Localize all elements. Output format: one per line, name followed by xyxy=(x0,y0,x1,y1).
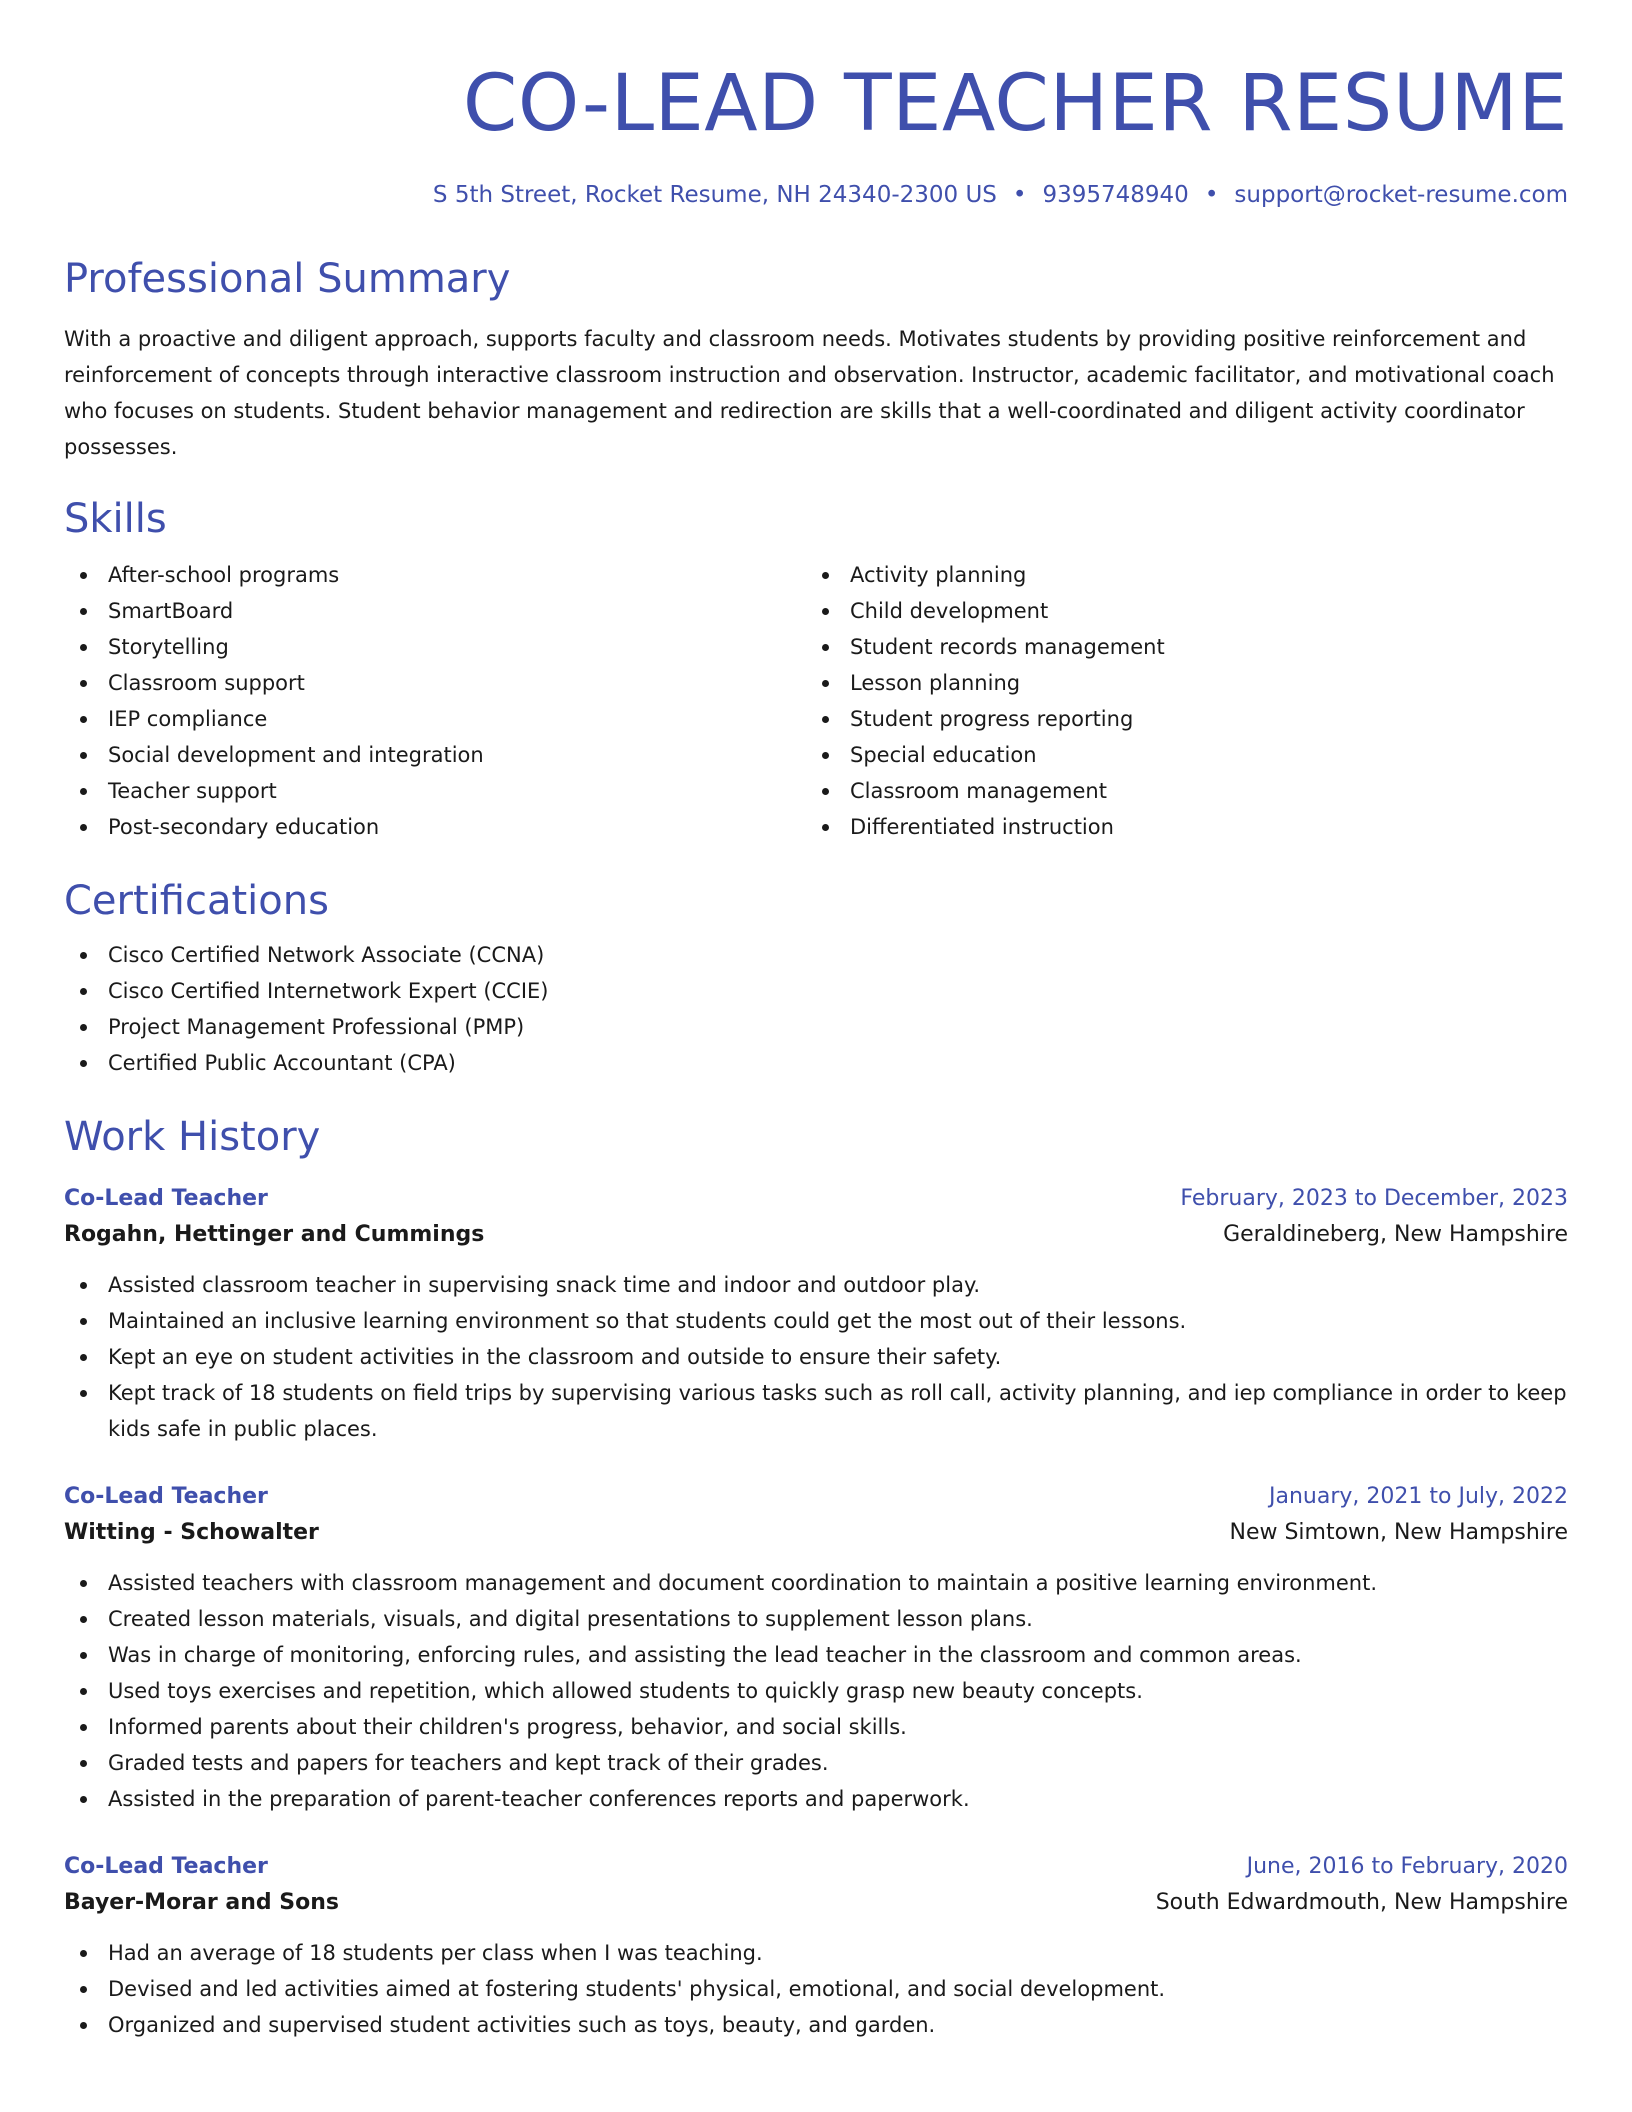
job-header-row xyxy=(64,1849,1568,1885)
list-item: Assisted teachers with classroom management and document coordination to maintain a positive learning environment. xyxy=(64,1565,1568,1601)
list-item: Activity planning xyxy=(806,557,1548,593)
list-item: Social development and integration xyxy=(64,737,806,773)
resume-title: CO-LEAD TEACHER RESUME xyxy=(462,59,1568,149)
job-duties-list xyxy=(64,1935,1568,2043)
job-header-row xyxy=(64,1181,1568,1217)
list-item: Lesson planning xyxy=(806,665,1548,701)
section-title-certifications: Certifications xyxy=(64,878,329,925)
job-location: South Edwardmouth, New Hampshire xyxy=(1155,1890,1568,1916)
section-title-skills: Skills xyxy=(64,496,167,543)
job-header-row xyxy=(64,1479,1568,1515)
contact-separator: • xyxy=(1012,181,1027,208)
resume-header xyxy=(64,60,1568,209)
contact-line xyxy=(64,182,1568,210)
list-item: Was in charge of monitoring, enforcing rules, and assisting the lead teacher in the classroom and common areas. xyxy=(64,1637,1568,1673)
list-item: Created lesson materials, visuals, and digital presentations to supplement lesson plans. xyxy=(64,1601,1568,1637)
list-item: Teacher support xyxy=(64,773,806,809)
list-item: Storytelling xyxy=(64,629,806,665)
summary-text: With a proactive and diligent approach, supports faculty and classroom needs. Motivates students by providing positive reinforcement and reinforcement of concepts through interactive classroom instruction and observation. Instructor, academic facilitator, and motivational coach who focuses on students. Student behavior management and redirection are skills that a well-coordinated and diligent activity coordinator possesses. xyxy=(64,327,1555,460)
list-item: Cisco Certified Network Associate (CCNA) xyxy=(64,937,1568,973)
list-item: Informed parents about their children's progress, behavior, and social skills. xyxy=(64,1709,1568,1745)
certifications-list xyxy=(64,937,1568,1081)
list-item: Certified Public Accountant (CPA) xyxy=(64,1045,1568,1081)
job-company: Witting - Schowalter xyxy=(64,1520,319,1546)
list-item: Used toys exercises and repetition, which allowed students to quickly grasp new beauty concepts. xyxy=(64,1673,1568,1709)
list-item: Classroom support xyxy=(64,665,806,701)
job-company-row xyxy=(64,1885,1568,1921)
job-company: Bayer-Morar and Sons xyxy=(64,1890,340,1916)
job-dates: June, 2016 to February, 2020 xyxy=(1246,1854,1568,1880)
list-item: Differentiated instruction xyxy=(806,809,1548,845)
list-item: Student records management xyxy=(806,629,1548,665)
list-item: Project Management Professional (PMP) xyxy=(64,1009,1568,1045)
job-dates: January, 2021 to July, 2022 xyxy=(1269,1484,1568,1510)
job-title: Co-Lead Teacher xyxy=(64,1484,268,1510)
list-item: Classroom management xyxy=(806,773,1548,809)
list-item: After-school programs xyxy=(64,557,806,593)
job-company-row xyxy=(64,1515,1568,1551)
list-item: Graded tests and papers for teachers and kept track of their grades. xyxy=(64,1745,1568,1781)
job-dates: February, 2023 to December, 2023 xyxy=(1180,1186,1568,1212)
job-duties-list xyxy=(64,1267,1568,1447)
list-item: Student progress reporting xyxy=(806,701,1548,737)
contact-email[interactable]: support@rocket-resume.com xyxy=(1234,181,1568,208)
skills-list-left xyxy=(64,557,806,845)
contact-separator: • xyxy=(1204,181,1219,208)
list-item: Cisco Certified Internetwork Expert (CCIE) xyxy=(64,973,1568,1009)
list-item: SmartBoard xyxy=(64,593,806,629)
list-item: Kept an eye on student activities in the classroom and outside to ensure their safety. xyxy=(64,1339,1568,1375)
list-item: Kept track of 18 students on field trips by supervising various tasks such as roll call, activity planning, and iep compliance in order to keep kids safe in public places. xyxy=(64,1375,1568,1447)
job-title: Co-Lead Teacher xyxy=(64,1854,268,1880)
job-location: Geraldineberg, New Hampshire xyxy=(1223,1222,1568,1248)
section-title-work-history: Work History xyxy=(64,1114,321,1161)
contact-phone: 9395748940 xyxy=(1042,181,1189,208)
list-item: Had an average of 18 students per class when I was teaching. xyxy=(64,1935,1568,1971)
list-item: Organized and supervised student activities such as toys, beauty, and garden. xyxy=(64,2007,1568,2043)
list-item: Post-secondary education xyxy=(64,809,806,845)
contact-address: S 5th Street, Rocket Resume, NH 24340-2300 US xyxy=(432,181,997,208)
job-entry xyxy=(64,1181,1568,1447)
list-item: Assisted in the preparation of parent-teacher conferences reports and paperwork. xyxy=(64,1781,1568,1817)
job-entry xyxy=(64,1479,1568,1817)
skills-columns xyxy=(64,557,1568,845)
job-entry xyxy=(64,1849,1568,2043)
job-title: Co-Lead Teacher xyxy=(64,1186,268,1212)
job-company-row xyxy=(64,1217,1568,1253)
list-item: Child development xyxy=(806,593,1548,629)
job-duties-list xyxy=(64,1565,1568,1817)
list-item: Maintained an inclusive learning environment so that students could get the most out of their lessons. xyxy=(64,1303,1568,1339)
list-item: Devised and led activities aimed at fostering students' physical, emotional, and social development. xyxy=(64,1971,1568,2007)
skills-list-right xyxy=(806,557,1548,845)
job-company: Rogahn, Hettinger and Cummings xyxy=(64,1222,485,1248)
job-location: New Simtown, New Hampshire xyxy=(1229,1520,1568,1546)
list-item: IEP compliance xyxy=(64,701,806,737)
list-item: Special education xyxy=(806,737,1548,773)
section-title-summary: Professional Summary xyxy=(64,256,511,303)
list-item: Assisted classroom teacher in supervising snack time and indoor and outdoor play. xyxy=(64,1267,1568,1303)
